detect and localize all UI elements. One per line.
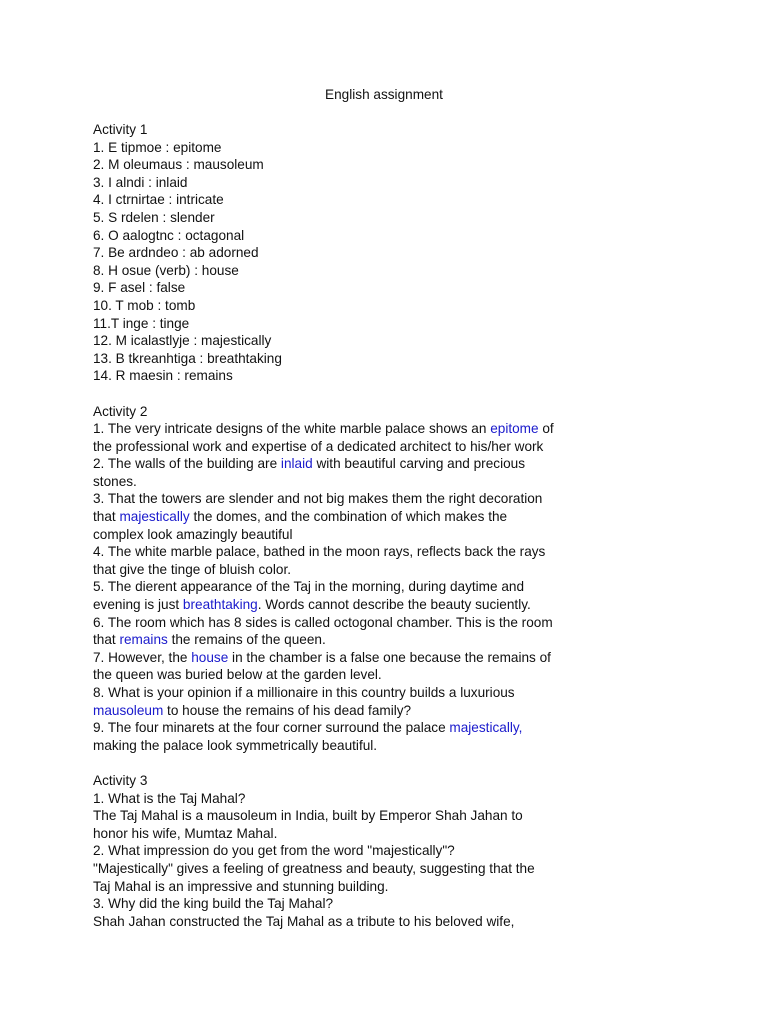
line-text: the remains of the queen. — [167, 632, 326, 648]
activity2-line — [93, 684, 593, 702]
activity1-item: 6. O aalogtnc : octagonal — [93, 227, 245, 243]
activity1-item: 3. I alndi : inlaid — [93, 174, 188, 190]
highlighted-word: majestically, — [449, 720, 523, 736]
line-text: stones. — [93, 473, 137, 489]
activity3-line: 2. What impression do you get from the word "majestically"? — [93, 843, 455, 859]
activity2-line — [93, 526, 593, 544]
highlighted-word: epitome — [490, 421, 539, 437]
line-text: 1. The very intricate designs of the white marble palace shows an — [93, 421, 491, 437]
activity1-item: 2. M oleumaus : mausoleum — [93, 157, 264, 173]
line-text: making the palace look symmetrically beautiful. — [93, 737, 378, 753]
activity1-item: 12. M icalastlyje : majestically — [93, 333, 272, 349]
activity3-line: 1. What is the Taj Mahal? — [93, 790, 246, 806]
activity2-line — [93, 455, 593, 473]
line-text: . Words cannot describe the beauty suciently. — [257, 597, 531, 613]
activity1-item: 10. T mob : tomb — [93, 297, 196, 313]
activity2-line — [93, 490, 593, 508]
activity2-line — [93, 737, 593, 755]
activity1-item: 7. Be ardndeo : ab adorned — [93, 245, 259, 261]
activity2-line — [93, 596, 593, 614]
activity1-item: 14. R maesin : remains — [93, 368, 233, 384]
line-text: that — [93, 509, 120, 525]
line-text: with beautiful carving and precious — [312, 456, 526, 472]
line-text: 5. The dierent appearance of the Taj in the morning, during daytime and — [93, 579, 525, 595]
line-text: complex look amazingly beautiful — [93, 526, 293, 542]
spacer — [93, 385, 593, 403]
activity2-line — [93, 473, 593, 491]
highlighted-word: majestically — [119, 509, 190, 525]
activity2-line — [93, 702, 593, 720]
line-text: in the chamber is a false one because the remains of — [228, 649, 551, 665]
activity2-line — [93, 508, 593, 526]
line-text: 2. The walls of the building are — [93, 456, 281, 472]
activity1-heading: Activity 1 — [93, 122, 148, 137]
document-body — [93, 121, 593, 930]
highlighted-word: mausoleum — [93, 702, 164, 718]
line-text: 3. That the towers are slender and not big makes them the right decoration — [93, 491, 543, 507]
activity2-line — [93, 561, 593, 579]
activity3-line: Taj Mahal is an impressive and stunning building. — [93, 878, 389, 894]
activity2-line — [93, 631, 593, 649]
activity3-line: 3. Why did the king build the Taj Mahal? — [93, 896, 334, 912]
spacer — [93, 754, 593, 772]
activity1-item: 5. S rdelen : slender — [93, 209, 215, 225]
activity3-line: Shah Jahan constructed the Taj Mahal as a tribute to his beloved wife, — [93, 913, 515, 929]
highlighted-word: inlaid — [280, 456, 313, 472]
line-text: 8. What is your opinion if a millionaire in this country builds a luxurious — [93, 685, 515, 700]
line-text: that give the tinge of bluish color. — [93, 561, 291, 577]
line-text: the professional work and expertise of a dedicated architect to his/her work — [93, 438, 544, 454]
activity2-line — [93, 614, 593, 632]
line-text: that — [93, 632, 120, 648]
activity3-line: The Taj Mahal is a mausoleum in India, built by Emperor Shah Jahan to — [93, 808, 523, 824]
highlighted-word: breathtaking — [182, 597, 258, 613]
line-text: 4. The white marble palace, bathed in the moon rays, reflects back the rays — [93, 544, 546, 560]
line-text: the domes, and the combination of which makes the — [189, 509, 508, 525]
activity1-item: 9. F asel : false — [93, 280, 186, 296]
line-text: 6. The room which has 8 sides is called octogonal chamber. This is the room — [93, 614, 553, 630]
activity1-item: 11.T inge : tinge — [93, 315, 190, 331]
line-text: 7. However, the — [93, 649, 192, 665]
activity3-heading: Activity 3 — [93, 772, 148, 788]
activity2-list — [93, 420, 593, 754]
activity2-line — [93, 543, 593, 561]
line-text: to house the remains of his dead family? — [163, 702, 412, 718]
activity2-line — [93, 578, 593, 596]
activity3-list — [93, 790, 593, 931]
activity3-line: "Majestically" gives a feeling of greatness and beauty, suggesting that the — [93, 860, 535, 876]
activity1-item: 8. H osue (verb) : house — [93, 262, 239, 278]
activity1-item: 1. E tipmoe : epitome — [93, 139, 222, 155]
activity2-line — [93, 649, 593, 667]
activity2-line — [93, 438, 593, 456]
activity3-line: honor his wife, Mumtaz Mahal. — [93, 825, 278, 841]
activity1-item: 4. I ctrnirtae : intricate — [93, 192, 224, 208]
activity1-list — [93, 139, 593, 385]
highlighted-word: house — [191, 649, 229, 665]
line-text: the queen was buried below at the garden level. — [93, 667, 382, 683]
line-text: 9. The four minarets at the four corner surround the palace — [93, 720, 450, 736]
activity2-line — [93, 420, 593, 438]
activity2-line — [93, 666, 593, 684]
document-title: English assignment — [325, 87, 443, 102]
line-text: evening is just — [93, 597, 183, 613]
activity2-heading: Activity 2 — [93, 403, 148, 419]
activity2-line — [93, 719, 593, 737]
activity1-item: 13. B tkreanhtiga : breathtaking — [93, 350, 282, 366]
line-text: of — [538, 421, 554, 437]
highlighted-word: remains — [119, 632, 168, 648]
